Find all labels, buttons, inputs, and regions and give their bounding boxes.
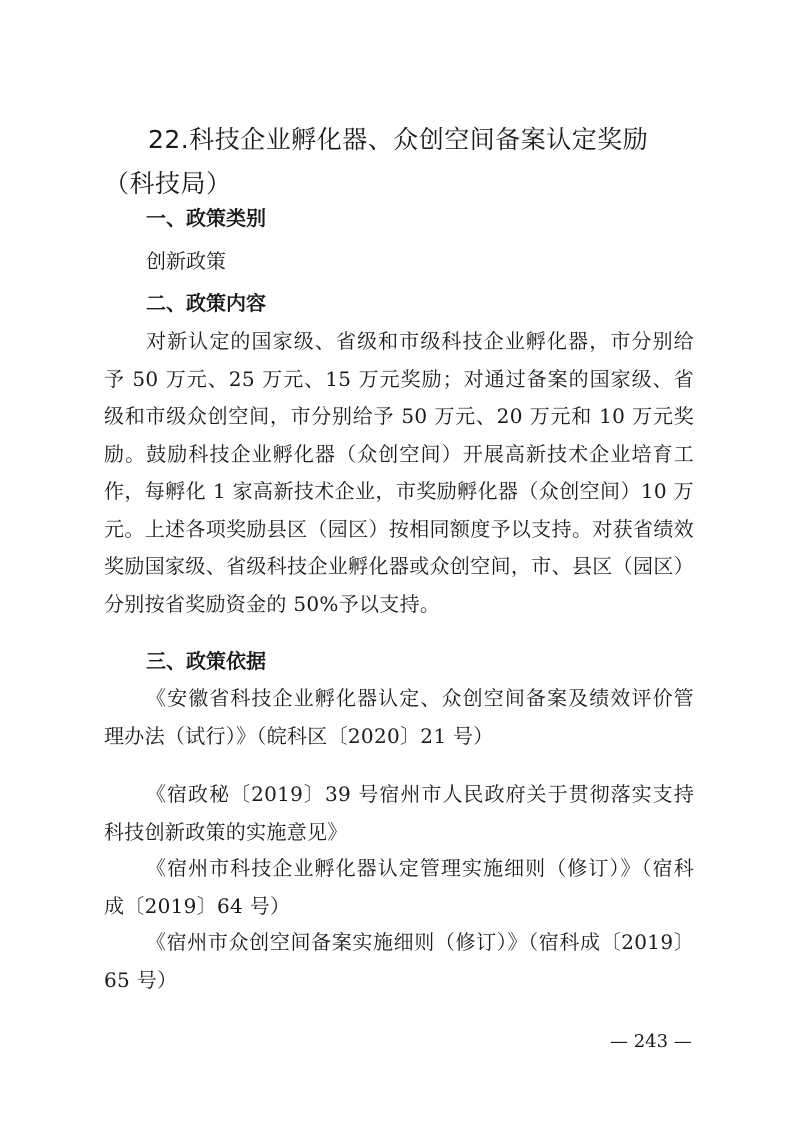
section-heading-content: 二、政策内容 <box>146 291 266 315</box>
basis-item-1: 《安徽省科技企业孵化器认定、众创空间备案及绩效评价管理办法（试行）》（皖科区〔2020〕21 号） <box>104 686 694 748</box>
category-text: 创新政策 <box>146 249 226 273</box>
policy-content-paragraph: 对新认定的国家级、省级和市级科技企业孵化器，市分别给予 50 万元、25 万元、15 万元奖励；对通过备案的国家级、省级和市级众创空间，市分别给予 50 万元、20 万元和 10 万元奖励。鼓励科技企业孵化器（众创空间）开展高新技术企业培育工作，每孵化 1 家高新技术企业，市奖励孵化器（众创空间）10 万元。上述各项奖励县区（园区）按相同额度予以支持。对获省绩效奖励国家级、省级科技企业孵化器或众创空间，市、县区（园区）分别按省奖励资金的 50%予以支持。 <box>104 329 694 616</box>
document-title: 22.科技企业孵化器、众创空间备案认定奖励（科技局） <box>104 125 649 198</box>
section-heading-category: 一、政策类别 <box>146 206 266 230</box>
basis-item-2: 《宿政秘〔2019〕39 号宿州市人民政府关于贯彻落实支持科技创新政策的实施意见》 <box>104 782 694 844</box>
page-number: — 243 — <box>610 1031 692 1052</box>
basis-item-3: 《宿州市科技企业孵化器认定管理实施细则（修订）》（宿科成〔2019〕64 号） <box>104 856 694 918</box>
basis-item-4: 《宿州市众创空间备案实施细则（修订）》（宿科成〔2019〕65 号） <box>104 930 694 992</box>
section-heading-basis: 三、政策依据 <box>146 649 266 673</box>
